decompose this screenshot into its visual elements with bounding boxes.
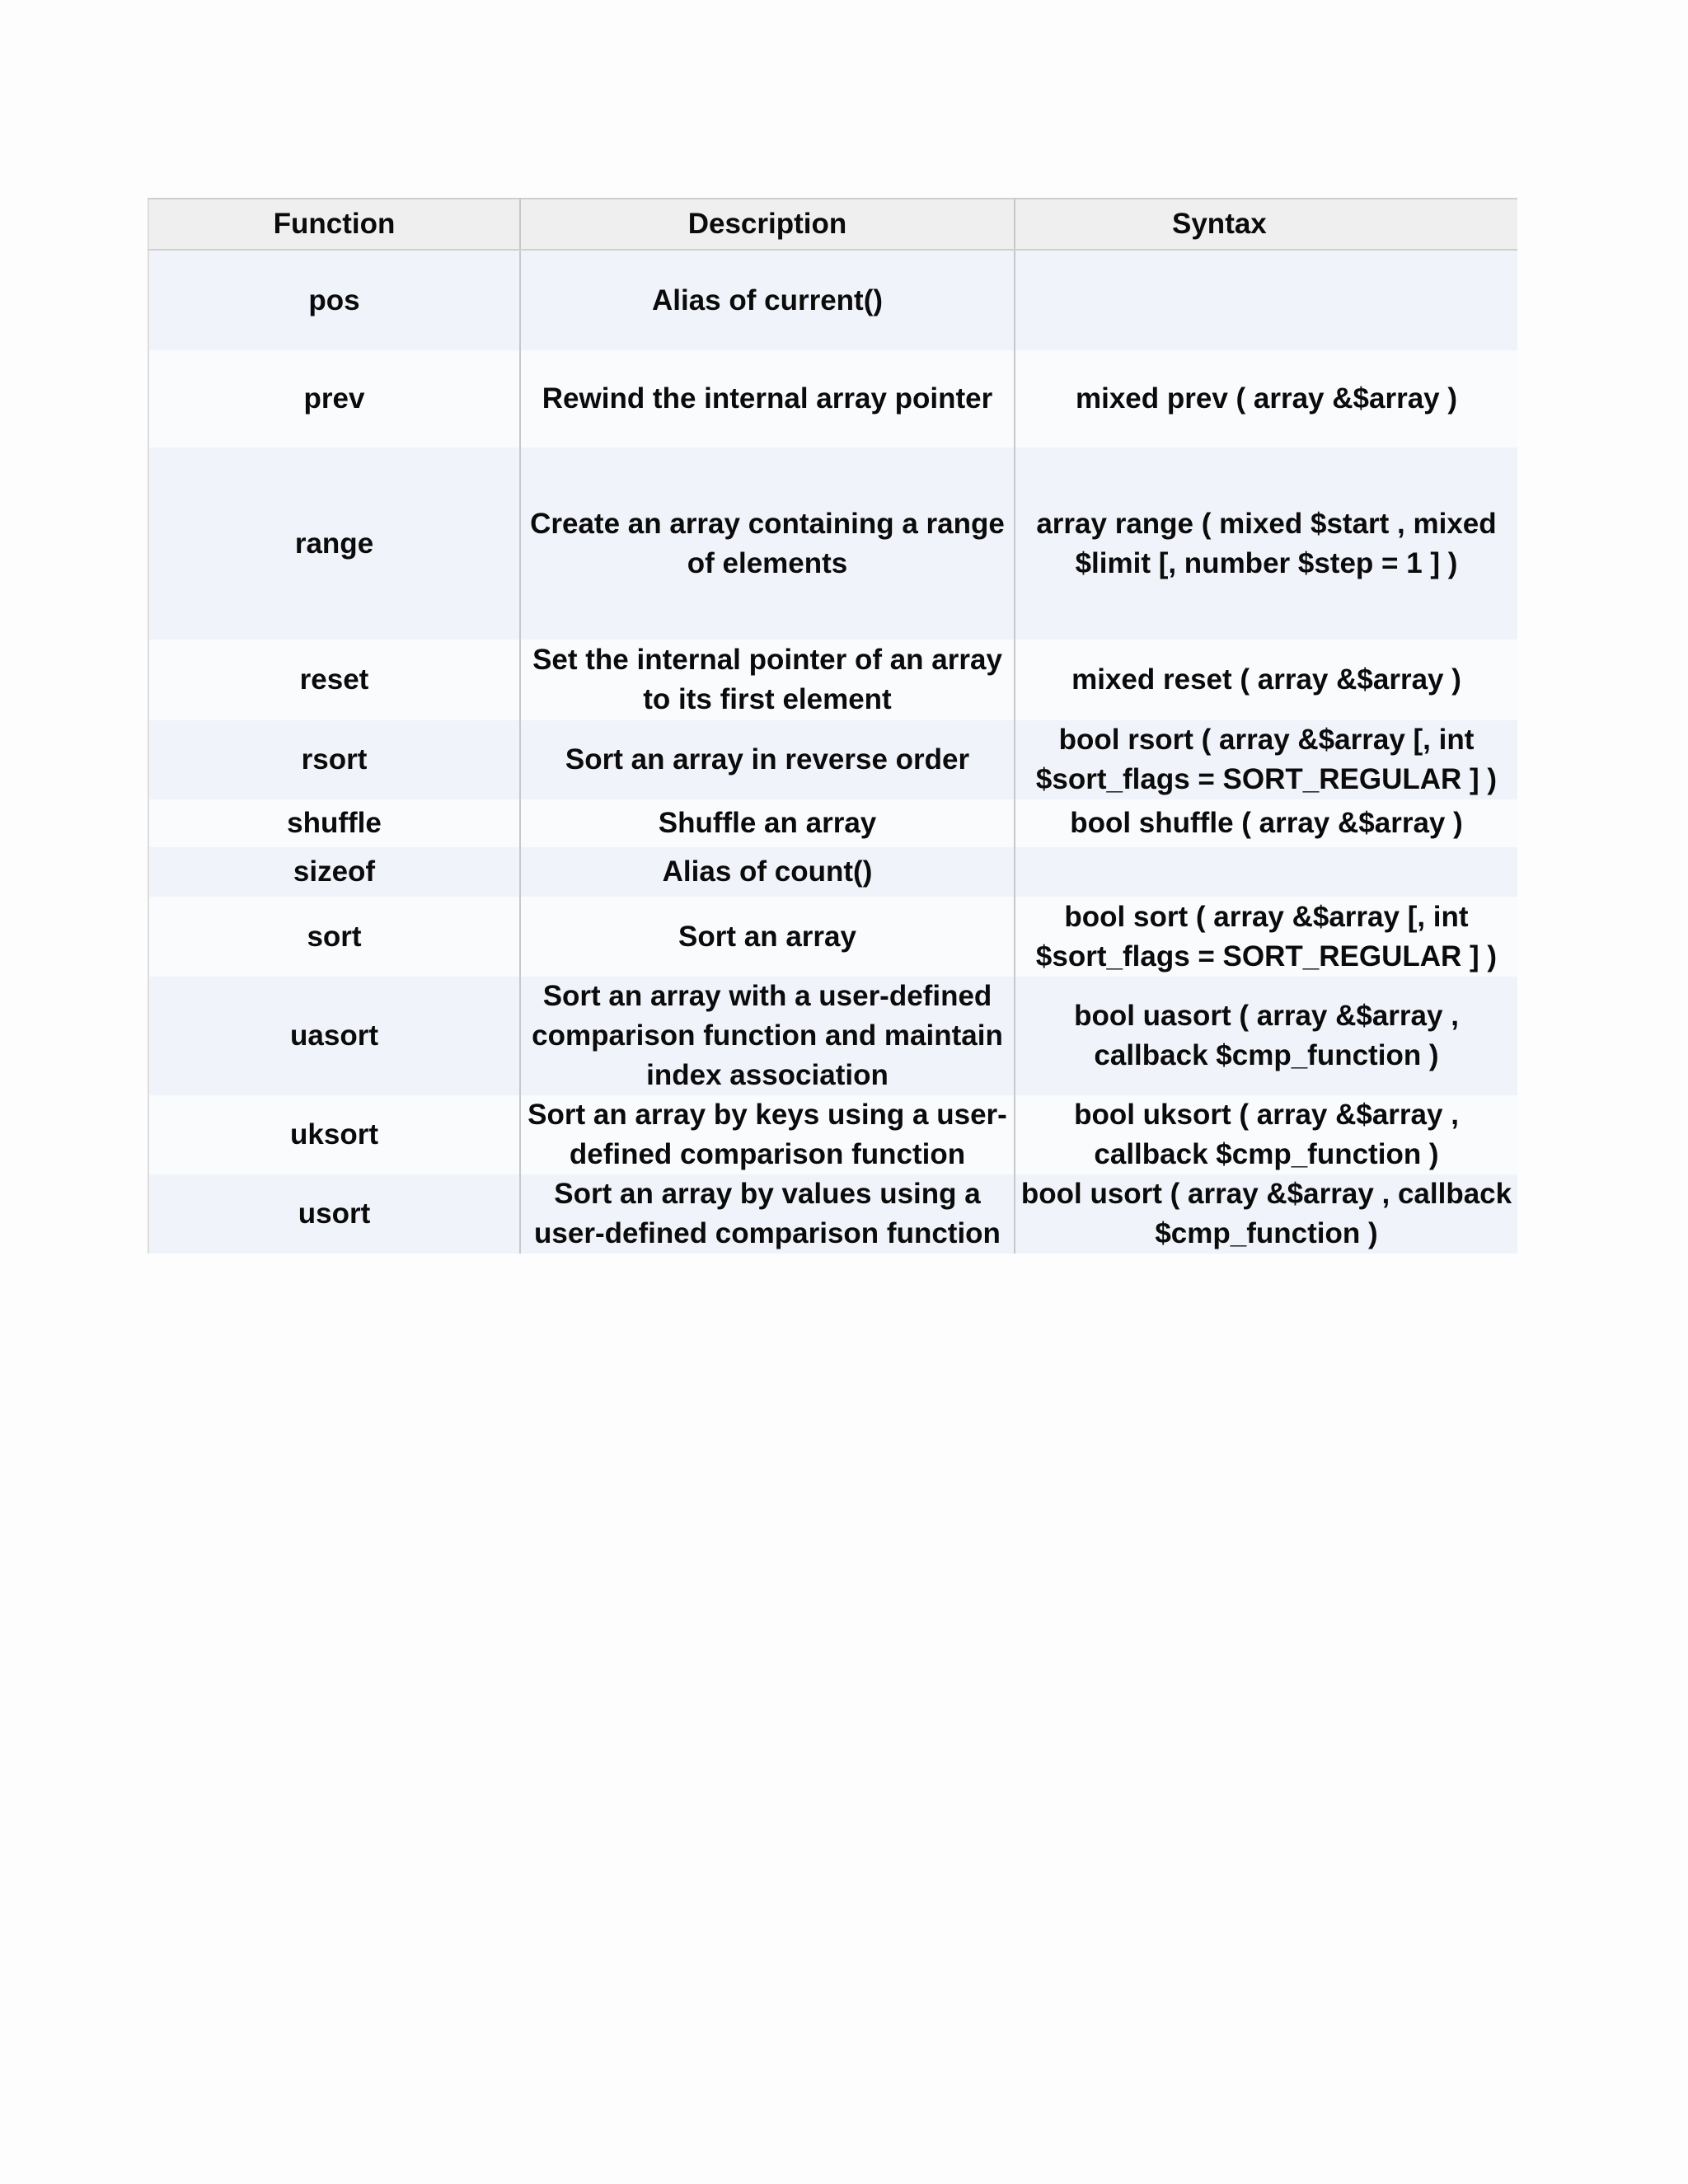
header-description: Description xyxy=(520,199,1015,250)
table-row xyxy=(148,977,1517,1095)
table-row xyxy=(148,250,1517,350)
description-cell: Alias of current() xyxy=(520,250,1015,350)
table-row xyxy=(148,350,1517,448)
function-cell: usort xyxy=(148,1174,520,1254)
table-header-row xyxy=(148,199,1517,250)
syntax-cell xyxy=(1015,847,1517,897)
table-row xyxy=(148,448,1517,640)
function-cell: pos xyxy=(148,250,520,350)
function-cell: range xyxy=(148,448,520,640)
header-function: Function xyxy=(148,199,520,250)
table-row xyxy=(148,799,1517,847)
syntax-cell: bool usort ( array &$array , callback $cmp_function ) xyxy=(1015,1174,1517,1254)
function-cell: rsort xyxy=(148,720,520,799)
table-row xyxy=(148,847,1517,897)
description-cell: Rewind the internal array pointer xyxy=(520,350,1015,448)
description-cell: Create an array containing a range of elements xyxy=(520,448,1015,640)
table-row xyxy=(148,1174,1517,1254)
syntax-cell: bool uasort ( array &$array , callback $cmp_function ) xyxy=(1015,977,1517,1095)
table-row xyxy=(148,1095,1517,1174)
syntax-cell: bool rsort ( array &$array [, int $sort_flags = SORT_REGULAR ] ) xyxy=(1015,720,1517,799)
function-cell: reset xyxy=(148,640,520,720)
array-functions-table xyxy=(148,198,1517,1254)
description-cell: Set the internal pointer of an array to its first element xyxy=(520,640,1015,720)
function-cell: sizeof xyxy=(148,847,520,897)
function-cell: uasort xyxy=(148,977,520,1095)
description-cell: Sort an array by keys using a user-defined comparison function xyxy=(520,1095,1015,1174)
description-cell: Sort an array in reverse order xyxy=(520,720,1015,799)
function-cell: prev xyxy=(148,350,520,448)
syntax-cell: bool uksort ( array &$array , callback $cmp_function ) xyxy=(1015,1095,1517,1174)
table-row xyxy=(148,720,1517,799)
header-syntax: Syntax xyxy=(1015,199,1517,250)
description-cell: Sort an array with a user-defined comparison function and maintain index association xyxy=(520,977,1015,1095)
function-cell: uksort xyxy=(148,1095,520,1174)
syntax-cell: array range ( mixed $start , mixed $limit [, number $step = 1 ] ) xyxy=(1015,448,1517,640)
table-row xyxy=(148,640,1517,720)
table-row xyxy=(148,897,1517,977)
syntax-cell: bool sort ( array &$array [, int $sort_flags = SORT_REGULAR ] ) xyxy=(1015,897,1517,977)
description-cell: Sort an array by values using a user-defined comparison function xyxy=(520,1174,1015,1254)
syntax-cell: mixed reset ( array &$array ) xyxy=(1015,640,1517,720)
function-cell: sort xyxy=(148,897,520,977)
syntax-cell: mixed prev ( array &$array ) xyxy=(1015,350,1517,448)
description-cell: Sort an array xyxy=(520,897,1015,977)
function-cell: shuffle xyxy=(148,799,520,847)
description-cell: Alias of count() xyxy=(520,847,1015,897)
syntax-cell: bool shuffle ( array &$array ) xyxy=(1015,799,1517,847)
syntax-cell xyxy=(1015,250,1517,350)
description-cell: Shuffle an array xyxy=(520,799,1015,847)
